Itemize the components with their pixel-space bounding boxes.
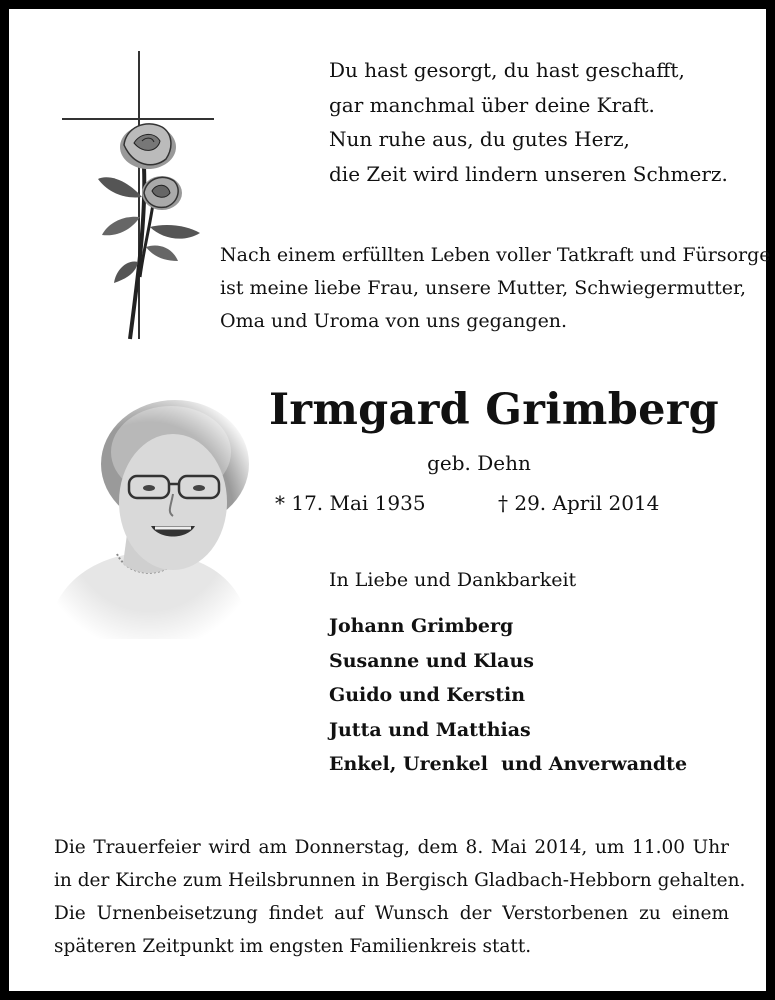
funeral-line: Die Trauerfeier wird am Donnerstag, dem 8. Mai 2014, um 11.00 Uhr xyxy=(54,837,729,858)
funeral-line: in der Kirche zum Heilsbrunnen in Bergisch Gladbach-Hebborn gehalten. xyxy=(54,870,746,891)
mourner-name: Johann Grimberg xyxy=(329,615,514,637)
funeral-line: späteren Zeitpunkt im engsten Familienkreis statt. xyxy=(54,936,532,957)
poem-line: gar manchmal über deine Kraft. xyxy=(329,92,655,117)
intro-line: ist meine liebe Frau, unsere Mutter, Schwiegermutter, xyxy=(220,277,746,299)
intro-line: Oma und Uroma von uns gegangen. xyxy=(220,310,568,332)
cross-with-roses-icon xyxy=(54,47,224,347)
poem-line: die Zeit wird lindern unseren Schmerz. xyxy=(329,161,728,186)
birth-date: * 17. Mai 1935 xyxy=(275,491,426,515)
thanks-line: In Liebe und Dankbarkeit xyxy=(329,569,577,591)
poem-line: Du hast gesorgt, du hast geschafft, xyxy=(329,58,685,82)
death-date: † 29. April 2014 xyxy=(498,491,660,515)
poem xyxy=(329,53,759,191)
deceased-name: Irmgard Grimberg xyxy=(269,385,720,435)
mourner-name: Enkel, Urenkel und Anverwandte xyxy=(329,753,688,775)
mourner-name: Susanne und Klaus xyxy=(329,649,534,672)
mourners-list xyxy=(329,609,687,782)
maiden-name: geb. Dehn xyxy=(427,451,531,475)
poem-line: Nun ruhe aus, du gutes Herz, xyxy=(329,127,630,151)
intro-line: Nach einem erfüllten Leben voller Tatkraft und Fürsorge xyxy=(220,244,771,266)
mourner-name: Guido und Kerstin xyxy=(329,684,526,706)
intro-text xyxy=(220,239,771,338)
funeral-line: Die Urnenbeisetzung findet auf Wunsch der Verstorbenen zu einem xyxy=(54,903,729,924)
mourner-name: Jutta und Matthias xyxy=(329,718,531,741)
funeral-notice xyxy=(54,831,746,963)
portrait-photo xyxy=(39,394,259,639)
